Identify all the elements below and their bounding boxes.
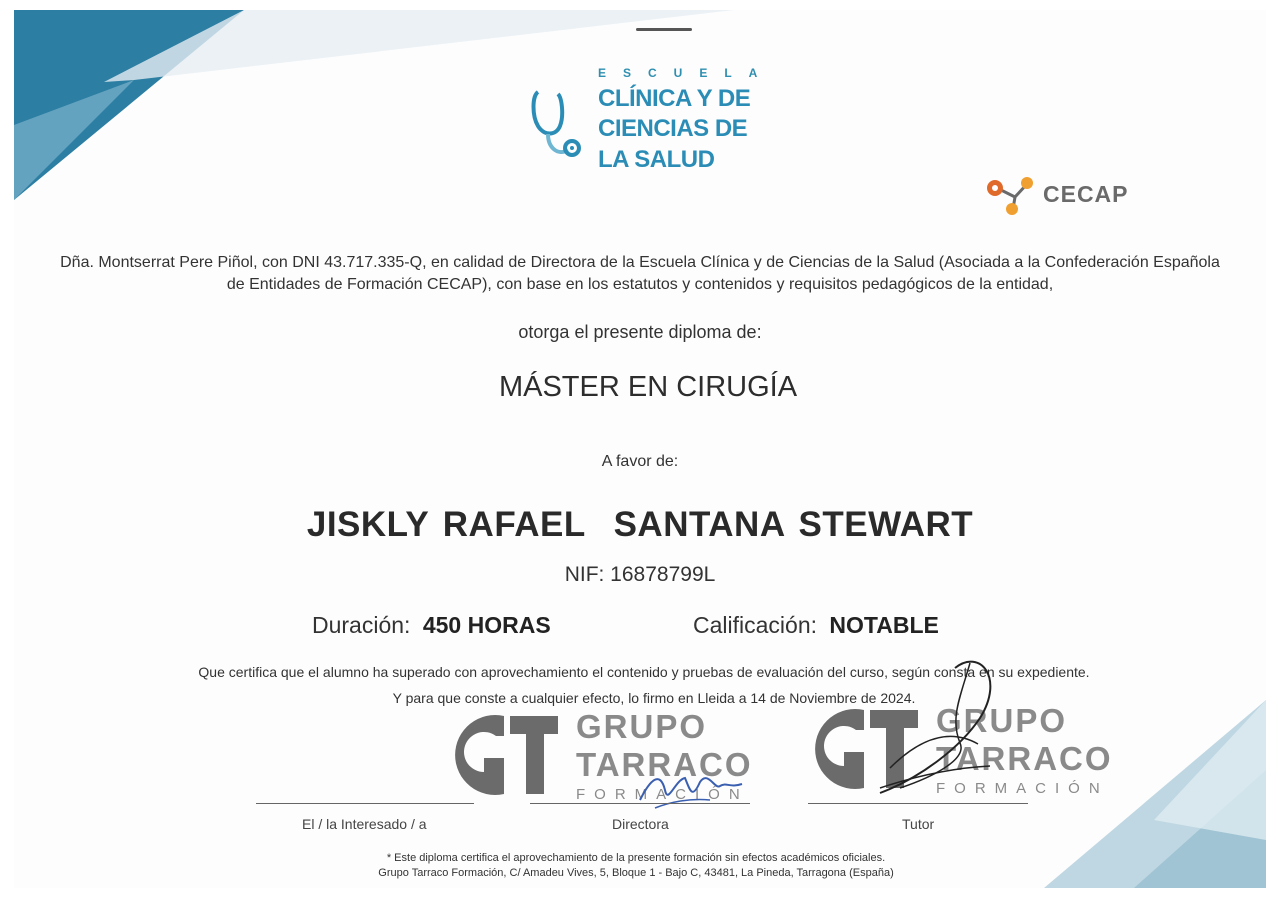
certify-text: Que certifica que el alumno ha superado con aprovechamiento el contenido y pruebas de evaluación del curso, según consta en su expediente. [198,664,1090,680]
signature-label-interested: El / la Interesado / a [302,816,427,832]
grade [693,612,939,639]
signature-line-tutor [808,803,1028,804]
diploma-title: MÁSTER EN CIRUGÍA [498,371,798,403]
school-logo [528,66,778,176]
tutor-signature [860,648,1010,798]
footer-address: Grupo Tarraco Formación, C/ Amadeu Vives, 5, Bloque 1 - Bajo C, 43481, La Pineda, Tarragona (España) [378,867,894,879]
school-logo-line2: CIENCIAS DE [598,115,748,142]
cecap-molecule-icon [985,175,1041,217]
grants-text: otorga el presente diploma de: [518,322,762,342]
grade-label: Calificación: [693,612,817,638]
gt-word1: GRUPO [576,708,708,745]
gt-word3: FORMACIÓN [936,780,1109,797]
student-nif: NIF: 16878799L [564,563,716,586]
signature-line-interested [256,803,474,804]
gt-word2: TARRACO [576,746,753,783]
footer-note: * Este diploma certifica el aprovechamiento de la presente formación sin efectos académicos oficiales. [386,852,886,864]
duration-label: Duración: [312,612,411,638]
in-favor-text: A favor de: [601,453,679,470]
school-logo-line1: CLÍNICA Y DE [598,85,751,112]
signed-text: Y para que conste a cualquier efecto, lo firmo en Lleida a 14 de Noviembre de 2024. [392,690,916,706]
student-name: JISKLY RAFAEL SANTANA STEWART [306,505,974,544]
signature-label-director: Directora [612,816,669,832]
duration [312,612,551,639]
top-mark [636,28,692,31]
school-logo-line3: LA SALUD [598,146,715,173]
stethoscope-icon [528,86,588,166]
cecap-logo-text: CECAP [1043,181,1129,207]
signature-label-tutor: Tutor [902,816,935,832]
grade-value: NOTABLE [829,612,939,638]
gt-word1: GRUPO [936,702,1068,739]
intro-paragraph: Dña. Montserrat Pere Piñol, con DNI 43.717.335-Q, en calidad de Directora de la Escuela Clínica y de Ciencias de la Salud (Asociada a la Confederación Española de Entidades de Formación CECAP), con base en los estatutos y contenidos y requisitos pedagógicos de la entidad, [60,254,1220,293]
signature-line-director [530,803,750,804]
gt-word3: FORMACIÓN [576,786,749,803]
duration-value: 450 HORAS [422,612,551,638]
gt-word2: TARRACO [936,740,1113,777]
cecap-logo [985,175,1135,217]
school-logo-small: ESCUELA [598,66,775,80]
gt-logo-icon [444,708,564,798]
